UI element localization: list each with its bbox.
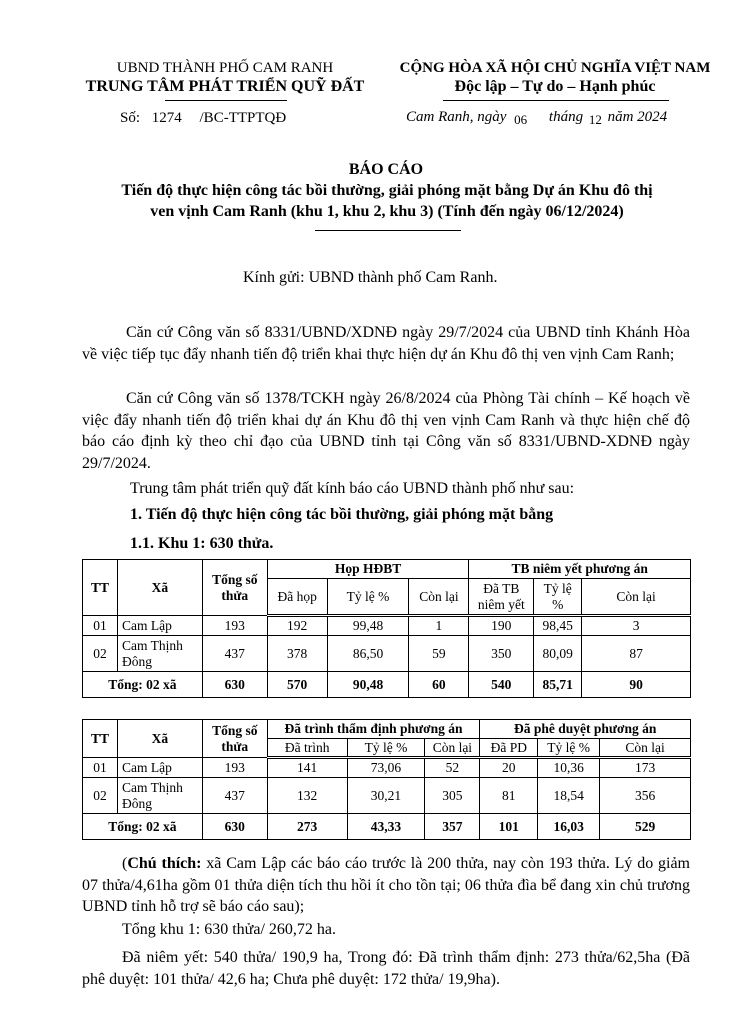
cell-tt: 01 bbox=[83, 616, 118, 636]
cell-tong: 437 bbox=[202, 636, 267, 672]
title-underline bbox=[315, 230, 461, 231]
cell-xa: Cam Thịnh Đông bbox=[117, 636, 202, 672]
date-day: 06 bbox=[514, 112, 528, 127]
th-ty-le-1: Tỷ lệ % bbox=[327, 579, 409, 616]
cell-tt: 01 bbox=[83, 758, 118, 778]
cell-con-lai-2: 356 bbox=[600, 778, 691, 814]
table-row bbox=[83, 636, 691, 672]
th-tong-so-thua: Tổng số thửa bbox=[202, 560, 267, 616]
nation-title: CỘNG HÒA XÃ HỘI CHỦ NGHĨA VIỆT NAM bbox=[399, 60, 711, 76]
date-year: năm 2024 bbox=[607, 109, 668, 125]
th-da-pd: Đã PD bbox=[480, 739, 538, 758]
th-da-hop: Đã họp bbox=[267, 579, 327, 616]
paragraph-intro bbox=[82, 478, 690, 500]
th-tb-niem-yet: TB niêm yết phương án bbox=[469, 560, 691, 579]
cell-da-hop: 192 bbox=[267, 616, 327, 636]
note-label: Chú thích: bbox=[127, 855, 202, 872]
cell-total-da-hop: 570 bbox=[267, 672, 327, 698]
th-ty-le-1: Tỷ lệ % bbox=[347, 739, 425, 758]
th-con-lai-1: Còn lại bbox=[409, 579, 469, 616]
date-month: 12 bbox=[588, 112, 602, 127]
th-tong-so-thua: Tổng số thửa bbox=[202, 720, 267, 758]
th-con-lai-2: Còn lại bbox=[582, 579, 691, 616]
table-total-row bbox=[83, 672, 691, 698]
cell-da-trinh: 132 bbox=[267, 778, 347, 814]
cell-con-lai-2: 173 bbox=[600, 758, 691, 778]
document-number bbox=[120, 110, 286, 127]
cell-total-ty-le-1: 90,48 bbox=[327, 672, 409, 698]
total-area-text: Tổng khu 1: 630 thửa/ 260,72 ha. bbox=[122, 921, 336, 938]
cell-da-hop: 378 bbox=[267, 636, 327, 672]
cell-total-da-tb: 540 bbox=[469, 672, 534, 698]
note-open-paren: ( bbox=[122, 855, 128, 872]
cell-total-con-lai-2: 90 bbox=[582, 672, 691, 698]
cell-con-lai-2: 3 bbox=[582, 616, 691, 636]
cell-da-trinh: 141 bbox=[267, 758, 347, 778]
paragraph-basis-2-text: Căn cứ Công văn số 1378/TCKH ngày 26/8/2024 của Phòng Tài chính – Kế hoạch về việc đẩy nhanh tiến độ triển khai dự án Khu đô thị ven vịnh Cam Ranh và thực hiện chế độ báo cáo định kỳ theo chỉ đạo của UBND tỉnh tại Công văn số 8331/UBND-XDNĐ ngày 29/7/2024. bbox=[82, 390, 690, 472]
date-month-label: tháng bbox=[548, 109, 584, 125]
paragraph-intro-text: Trung tâm phát triển quỹ đất kính báo cáo UBND thành phố như sau: bbox=[130, 480, 575, 497]
cell-da-pd: 81 bbox=[480, 778, 538, 814]
cell-tong: 193 bbox=[202, 616, 267, 636]
th-tt: TT bbox=[83, 560, 118, 616]
cell-ty-le-1: 99,48 bbox=[327, 616, 409, 636]
cell-total-label: Tổng: 02 xã bbox=[83, 814, 203, 840]
cell-total-con-lai-1: 357 bbox=[425, 814, 480, 840]
doc-no-value: 1274 bbox=[151, 110, 182, 126]
cell-da-tb: 190 bbox=[469, 616, 534, 636]
cell-total-ty-le-2: 85,71 bbox=[534, 672, 582, 698]
section-heading-1: 1. Tiến độ thực hiện công tác bồi thường, giải phóng mặt bằng bbox=[130, 506, 554, 523]
doc-no-label: Số: bbox=[120, 110, 141, 126]
cell-total-da-pd: 101 bbox=[480, 814, 538, 840]
th-xa: Xã bbox=[117, 560, 202, 616]
cell-con-lai-1: 305 bbox=[425, 778, 480, 814]
nation-motto: Độc lập – Tự do – Hạnh phúc bbox=[454, 78, 656, 95]
cell-da-tb: 350 bbox=[469, 636, 534, 672]
cell-ty-le-1: 86,50 bbox=[327, 636, 409, 672]
cell-total-da-trinh: 273 bbox=[267, 814, 347, 840]
table-khu1-tham-dinh-phe-duyet bbox=[82, 719, 691, 840]
th-hop-hdbt: Họp HĐBT bbox=[267, 560, 469, 579]
org-name-line2: TRUNG TÂM PHÁT TRIỂN QUỸ ĐẤT bbox=[85, 78, 365, 95]
report-title: BÁO CÁO bbox=[348, 161, 424, 178]
org-name-line1: UBND THÀNH PHỐ CAM RANH bbox=[116, 60, 334, 76]
cell-con-lai-1: 1 bbox=[409, 616, 469, 636]
document-date bbox=[406, 109, 706, 126]
cell-tong: 193 bbox=[202, 758, 267, 778]
cell-total-label: Tổng: 02 xã bbox=[83, 672, 203, 698]
th-tt: TT bbox=[83, 720, 118, 758]
cell-total-tong: 630 bbox=[202, 672, 267, 698]
posted-area-paragraph bbox=[82, 947, 690, 990]
cell-tt: 02 bbox=[83, 636, 118, 672]
doc-no-suffix: /BC-TTPTQĐ bbox=[199, 110, 287, 126]
cell-total-ty-le-1: 43,33 bbox=[347, 814, 425, 840]
th-da-trinh: Đã trình bbox=[267, 739, 347, 758]
th-con-lai-1: Còn lại bbox=[425, 739, 480, 758]
th-ty-le-2: Tỷ lệ % bbox=[534, 579, 582, 616]
cell-ty-le-1: 73,06 bbox=[347, 758, 425, 778]
th-xa: Xã bbox=[117, 720, 202, 758]
cell-ty-le-1: 30,21 bbox=[347, 778, 425, 814]
total-area-line bbox=[82, 919, 690, 941]
table-row bbox=[83, 778, 691, 814]
paragraph-basis-2 bbox=[82, 388, 690, 474]
cell-xa: Cam Lập bbox=[117, 758, 202, 778]
cell-con-lai-1: 59 bbox=[409, 636, 469, 672]
cell-xa: Cam Thịnh Đông bbox=[117, 778, 202, 814]
cell-ty-le-2: 98,45 bbox=[534, 616, 582, 636]
cell-xa: Cam Lập bbox=[117, 616, 202, 636]
report-subtitle-line2: ven vịnh Cam Ranh (khu 1, khu 2, khu 3) (Tính đến ngày 06/12/2024) bbox=[150, 203, 624, 220]
posted-area-text: Đã niêm yết: 540 thửa/ 190,9 ha, Trong đó: Đã trình thẩm định: 273 thửa/62,5ha (Đã phê duyệt: 101 thửa/ 42,6 ha; Chưa phê duyệt: 172 thửa/ 19,9ha). bbox=[82, 949, 690, 988]
report-subtitle-line1: Tiến độ thực hiện công tác bồi thường, giải phóng mặt bằng Dự án Khu đô thị bbox=[121, 182, 653, 199]
cell-tong: 437 bbox=[202, 778, 267, 814]
note-text: xã Cam Lập các báo cáo trước là 200 thửa, nay còn 193 thửa. Lý do giảm 07 thửa/4,61ha gồm 01 thửa diện tích thu hồi ít cho tồn tại; 06 thửa đìa bể đang xin chủ trương UBND tỉnh hỗ trợ sẽ báo cáo sau); bbox=[82, 855, 691, 915]
note-paragraph bbox=[82, 853, 690, 918]
paragraph-basis-1-text: Căn cứ Công văn số 8331/UBND/XDNĐ ngày 29/7/2024 của UBND tỉnh Khánh Hòa về việc tiếp tục đẩy nhanh tiến độ triển khai thực hiện dự án Khu đô thị ven vịnh Cam Ranh; bbox=[82, 324, 690, 363]
table-total-row bbox=[83, 814, 691, 840]
cell-total-con-lai-1: 60 bbox=[409, 672, 469, 698]
th-da-trinh-tham-dinh: Đã trình thẩm định phương án bbox=[267, 720, 480, 739]
table-row bbox=[83, 616, 691, 636]
cell-tt: 02 bbox=[83, 778, 118, 814]
th-da-phe-duyet: Đã phê duyệt phương án bbox=[480, 720, 691, 739]
cell-ty-le-2: 80,09 bbox=[534, 636, 582, 672]
date-prefix: Cam Ranh, ngày bbox=[406, 109, 507, 125]
table-row bbox=[83, 758, 691, 778]
cell-ty-le-2: 10,36 bbox=[538, 758, 600, 778]
cell-con-lai-2: 87 bbox=[582, 636, 691, 672]
cell-total-ty-le-2: 16,03 bbox=[538, 814, 600, 840]
th-da-tb-niem-yet: Đã TB niêm yết bbox=[469, 579, 534, 616]
paragraph-basis-1 bbox=[82, 322, 690, 365]
th-con-lai-2: Còn lại bbox=[600, 739, 691, 758]
cell-total-con-lai-2: 529 bbox=[600, 814, 691, 840]
cell-ty-le-2: 18,54 bbox=[538, 778, 600, 814]
th-ty-le-2: Tỷ lệ % bbox=[538, 739, 600, 758]
table-khu1-hop-hdbt bbox=[82, 559, 691, 698]
section-heading-1-1: 1.1. Khu 1: 630 thửa. bbox=[130, 535, 274, 552]
org-underline bbox=[165, 100, 287, 101]
cell-da-pd: 20 bbox=[480, 758, 538, 778]
cell-con-lai-1: 52 bbox=[425, 758, 480, 778]
cell-total-tong: 630 bbox=[202, 814, 267, 840]
recipient-line: Kính gửi: UBND thành phố Cam Ranh. bbox=[243, 269, 498, 286]
motto-underline bbox=[443, 100, 669, 101]
